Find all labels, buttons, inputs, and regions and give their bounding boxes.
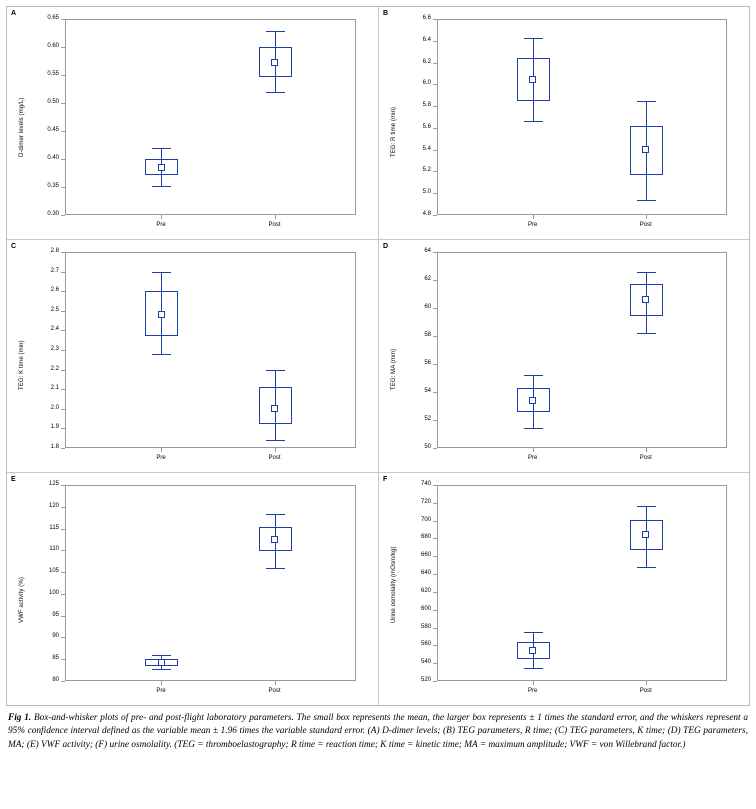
y-tick-label: 0.50 <box>47 99 59 105</box>
whisker-cap-upper <box>152 272 171 273</box>
y-tick-label: 6.4 <box>422 36 431 43</box>
mean-marker <box>271 59 278 66</box>
whisker-cap-upper <box>637 101 656 102</box>
y-tick-label: 56 <box>424 360 431 366</box>
y-tickmark <box>61 252 65 253</box>
x-tickmark <box>161 215 162 219</box>
y-tickmark <box>433 41 437 42</box>
mean-marker <box>158 311 165 318</box>
y-tickmark <box>433 84 437 85</box>
y-tick-label: 95 <box>52 611 59 618</box>
y-tickmark <box>433 538 437 539</box>
y-tickmark <box>433 150 437 151</box>
y-tick-label: 125 <box>48 481 59 487</box>
y-tick-label: 5.0 <box>422 189 431 196</box>
y-tick-label: 2.5 <box>50 306 59 313</box>
y-tickmark <box>61 75 65 76</box>
whisker-cap-lower <box>637 567 656 568</box>
y-axis-label-f: Urine osmolality (mOsm/kg) <box>391 546 397 623</box>
y-tick-label: 110 <box>49 546 59 553</box>
y-tickmark <box>61 47 65 48</box>
y-tickmark <box>61 550 65 551</box>
y-tick-label: 0.55 <box>47 71 59 77</box>
y-tick-label: 580 <box>420 623 431 630</box>
y-tick-label: 64 <box>424 248 431 254</box>
y-tickmark <box>433 485 437 486</box>
y-tickmark <box>61 448 65 449</box>
y-tick-label: 2.8 <box>50 248 59 254</box>
chart-panel-a <box>7 7 378 239</box>
x-tick-label-pre: Pre <box>528 222 538 228</box>
whisker-cap-upper <box>524 375 543 376</box>
y-tickmark <box>433 19 437 20</box>
mean-marker <box>529 397 536 404</box>
y-tick-label: 100 <box>48 589 59 596</box>
y-tickmark <box>61 637 65 638</box>
y-tick-label: 5.4 <box>422 145 431 152</box>
mean-marker <box>642 531 649 538</box>
y-tickmark <box>61 159 65 160</box>
y-tickmark <box>433 681 437 682</box>
y-tick-label: 2.6 <box>50 287 59 294</box>
mean-marker <box>642 146 649 153</box>
whisker-cap-lower <box>524 428 543 429</box>
y-tickmark <box>433 574 437 575</box>
y-tick-label: 54 <box>424 388 431 394</box>
y-tick-label: 2.3 <box>50 346 59 352</box>
y-tickmark <box>61 681 65 682</box>
x-tick-label-post: Post <box>268 688 281 694</box>
y-tick-label: 540 <box>420 659 431 666</box>
y-tick-label: 0.45 <box>47 127 59 133</box>
y-tick-label: 6.2 <box>422 58 431 65</box>
y-tick-label: 0.65 <box>47 15 59 21</box>
y-tickmark <box>61 659 65 660</box>
panel-letter-c: C <box>11 243 17 250</box>
y-tick-label: 1.8 <box>50 444 59 450</box>
y-tick-label: 0.60 <box>47 43 59 49</box>
y-tickmark <box>433 420 437 421</box>
x-tickmark <box>646 448 647 452</box>
caption-label: Fig 1. <box>8 713 32 723</box>
y-axis-label-a: D-dimer levels (mg/L) <box>19 97 25 157</box>
y-tickmark <box>61 272 65 273</box>
x-tick-label-post: Post <box>268 222 281 228</box>
chart-panel-d <box>379 240 749 472</box>
x-tickmark <box>533 448 534 452</box>
x-tick-label-post: Post <box>268 455 281 461</box>
y-tickmark <box>61 572 65 573</box>
y-tickmark <box>433 503 437 504</box>
x-tickmark <box>533 681 534 685</box>
whisker-cap-lower <box>524 668 543 669</box>
y-tickmark <box>433 215 437 216</box>
mean-marker <box>642 296 649 303</box>
y-tick-label: 0.35 <box>47 183 59 189</box>
x-tick-label-post: Post <box>639 455 652 461</box>
y-tickmark <box>61 485 65 486</box>
y-tickmark <box>61 529 65 530</box>
y-tick-label: 0.40 <box>47 155 59 161</box>
x-tick-label-post: Post <box>639 222 652 228</box>
y-tick-label: 720 <box>420 498 431 505</box>
x-tickmark <box>275 448 276 452</box>
y-tick-label: 0.30 <box>47 211 59 217</box>
y-tickmark <box>61 187 65 188</box>
y-tickmark <box>433 280 437 281</box>
plot-frame-f <box>437 485 727 681</box>
whisker-cap-lower <box>637 333 656 334</box>
x-tickmark <box>646 215 647 219</box>
y-tick-label: 680 <box>420 534 431 541</box>
y-tickmark <box>433 63 437 64</box>
whisker-cap-lower <box>266 440 285 441</box>
x-tickmark <box>646 681 647 685</box>
y-tick-label: 58 <box>424 332 431 338</box>
y-tickmark <box>433 556 437 557</box>
y-tick-label: 600 <box>420 605 431 612</box>
y-tickmark <box>433 171 437 172</box>
y-tickmark <box>61 616 65 617</box>
y-tick-label: 560 <box>420 641 431 648</box>
y-tickmark <box>61 131 65 132</box>
y-tickmark <box>433 392 437 393</box>
y-tickmark <box>61 19 65 20</box>
y-tickmark <box>433 592 437 593</box>
whisker-cap-lower <box>524 121 543 122</box>
whisker-cap-upper <box>152 655 171 656</box>
y-tick-label: 520 <box>420 677 431 683</box>
whisker-cap-upper <box>266 31 285 32</box>
y-tickmark <box>433 448 437 449</box>
y-axis-label-b: TEG: R time (min) <box>391 106 397 157</box>
x-tick-label-pre: Pre <box>156 455 166 461</box>
y-tickmark <box>433 193 437 194</box>
y-tick-label: 115 <box>49 524 59 531</box>
y-tickmark <box>433 128 437 129</box>
whisker-cap-lower <box>152 186 171 187</box>
y-tickmark <box>61 507 65 508</box>
y-tick-label: 80 <box>52 677 59 683</box>
panel-letter-d: D <box>383 243 389 250</box>
whisker-cap-upper <box>152 148 171 149</box>
whisker-cap-lower <box>152 669 171 670</box>
y-tick-label: 85 <box>52 655 59 662</box>
y-tick-label: 5.2 <box>422 167 431 174</box>
plot-frame-c <box>65 252 356 448</box>
whisker-cap-upper <box>266 370 285 371</box>
y-tickmark <box>433 252 437 253</box>
y-tick-label: 700 <box>420 516 431 523</box>
y-tick-label: 5.6 <box>422 123 431 130</box>
plot-frame-b <box>437 19 727 215</box>
whisker-cap-upper <box>524 632 543 633</box>
panel-letter-a: A <box>11 10 17 17</box>
y-tickmark <box>61 330 65 331</box>
y-tickmark <box>61 594 65 595</box>
x-tickmark <box>533 215 534 219</box>
y-tick-label: 120 <box>48 502 59 509</box>
chart-panel-f <box>379 473 749 705</box>
x-tick-label-post: Post <box>639 688 652 694</box>
y-tickmark <box>433 610 437 611</box>
y-tick-label: 740 <box>420 481 431 487</box>
x-tickmark <box>275 681 276 685</box>
mean-marker <box>271 536 278 543</box>
plot-frame-a <box>65 19 356 215</box>
chart-panel-c <box>7 240 378 472</box>
y-tickmark <box>61 409 65 410</box>
x-tick-label-pre: Pre <box>156 688 166 694</box>
y-tickmark <box>61 389 65 390</box>
figure-panel-grid <box>6 6 750 706</box>
y-tick-label: 2.0 <box>50 404 59 411</box>
y-tickmark <box>61 428 65 429</box>
plot-frame-d <box>437 252 727 448</box>
y-tick-label: 2.2 <box>50 365 59 372</box>
x-tick-label-pre: Pre <box>528 455 538 461</box>
y-tickmark <box>61 311 65 312</box>
x-tickmark <box>161 448 162 452</box>
whisker-cap-upper <box>637 272 656 273</box>
x-tickmark <box>161 681 162 685</box>
y-tick-label: 2.4 <box>50 326 59 333</box>
panel-letter-f: F <box>383 476 388 483</box>
figure-caption <box>8 712 748 752</box>
whisker-cap-upper <box>637 506 656 507</box>
y-tickmark <box>433 308 437 309</box>
mean-marker <box>529 76 536 83</box>
y-tick-label: 60 <box>424 304 431 310</box>
whisker-cap-lower <box>266 92 285 93</box>
whisker-cap-upper <box>266 514 285 515</box>
caption-text: Box-and-whisker plots of pre- and post-flight laboratory parameters. The small box represents the mean, the larger box represents ± 1 times the standard error, and the whiskers represent a 95% confidence interval defined as the variable mean ± 1.96 times the variable standard error. (A) D-dimer levels; (B) TEG parameters, R time; (C) TEG parameters, K time; (D) TEG parameters, MA; (E) VWF activity; (F) urine osmolality. (TEG = thromboelastography; R time = reaction time; K time = kinetic time; MA = maximum amplitude; VWF = von Willebrand factor.) <box>8 713 748 750</box>
y-tick-label: 62 <box>424 276 431 282</box>
y-tickmark <box>61 215 65 216</box>
y-axis-label-d: TEG: MA (mm) <box>391 348 397 390</box>
y-tick-label: 4.8 <box>422 211 431 217</box>
y-tick-label: 1.9 <box>50 424 59 431</box>
y-tick-label: 5.8 <box>422 102 431 109</box>
y-tickmark <box>433 628 437 629</box>
mean-marker <box>529 647 536 654</box>
y-tickmark <box>433 336 437 337</box>
whisker-cap-lower <box>152 354 171 355</box>
mean-marker <box>158 164 165 171</box>
y-tick-label: 620 <box>420 587 431 594</box>
y-tick-label: 90 <box>52 633 59 640</box>
y-axis-label-c: TEG: K time (min) <box>19 340 25 390</box>
y-tickmark <box>61 370 65 371</box>
chart-panel-b <box>379 7 749 239</box>
y-tickmark <box>433 663 437 664</box>
x-tickmark <box>275 215 276 219</box>
y-tick-label: 2.7 <box>50 267 59 274</box>
y-tickmark <box>433 521 437 522</box>
y-tickmark <box>433 645 437 646</box>
y-tickmark <box>61 350 65 351</box>
y-tick-label: 6.6 <box>422 15 431 21</box>
y-tick-label: 6.0 <box>422 80 431 87</box>
mean-marker <box>158 659 165 666</box>
panel-letter-e: E <box>11 476 16 483</box>
x-tick-label-pre: Pre <box>528 688 538 694</box>
plot-frame-e <box>65 485 356 681</box>
whisker-cap-lower <box>637 200 656 201</box>
y-tick-label: 660 <box>420 552 431 559</box>
y-tick-label: 52 <box>424 416 431 422</box>
y-axis-label-e: VWF activity (%) <box>19 577 25 623</box>
mean-marker <box>271 405 278 412</box>
y-tick-label: 640 <box>420 570 431 577</box>
y-tickmark <box>61 103 65 104</box>
y-tick-label: 2.1 <box>50 385 59 392</box>
panel-letter-b: B <box>383 10 389 17</box>
x-tick-label-pre: Pre <box>156 222 166 228</box>
y-tick-label: 105 <box>48 568 59 575</box>
y-tickmark <box>433 364 437 365</box>
y-tick-label: 50 <box>424 444 431 450</box>
whisker-cap-lower <box>266 568 285 569</box>
whisker-cap-upper <box>524 38 543 39</box>
y-tickmark <box>433 106 437 107</box>
y-tickmark <box>61 291 65 292</box>
chart-panel-e <box>7 473 378 705</box>
